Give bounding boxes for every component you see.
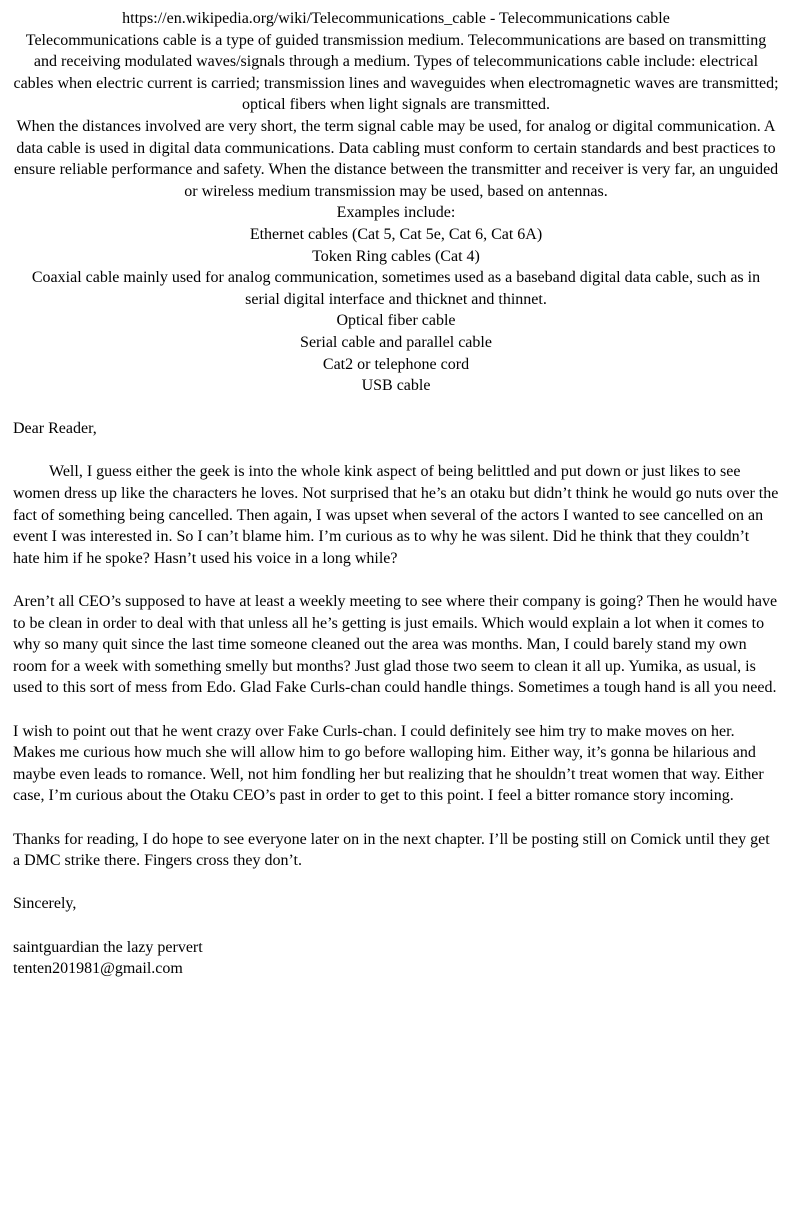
letter-greeting: Dear Reader, [13, 420, 97, 438]
example-item: Coaxial cable mainly used for analog communication, sometimes used as a baseband digital data cable, such as in serial digital interface and thicknet and thinnet. [31, 269, 761, 308]
example-item: Optical fiber cable [336, 312, 456, 330]
letter-paragraph: Well, I guess either the geek is into the whole kink aspect of being belittled and put down or just likes to see women dress up like the characters he loves. Not surprised that he’s an otaku but didn’t think he would go nuts over the fact of something being cancelled. Then again, I was upset when several of the actors I wanted to see cancelled on an event I was interested in. So I can’t blame him. I’m curious as to why he was silent. Did he think that they couldn’t hate him if he spoke? Hasn’t used his voice in a long while? [13, 463, 779, 567]
example-item: Ethernet cables (Cat 5, Cat 5e, Cat 6, Cat 6A) [249, 225, 543, 243]
letter-paragraph: Aren’t all CEO’s supposed to have at least a weekly meeting to see where their company is going? Then he would have to be clean in order to deal with that unless all he’s getting is just emails. Which would explain a lot when it comes to why so many quit since the last time someone cleaned out the area was months. Man, I could barely stand my own room for a week with something smelly but months? Just glad those two seem to clean it all up. Yumika, as usual, is used to this sort of mess from Edo. Glad Fake Curls-chan could handle things. Sometimes a tough hand is all you need. [13, 593, 778, 697]
letter-paragraph: I wish to point out that he went crazy over Fake Curls-chan. I could definitely see him try to make moves on her. Makes me curious how much she will allow him to go before walloping him. Either way, it’s gonna be hilarious and maybe even leads to romance. Well, not him fondling her but realizing that he shouldn’t treat women that way. Either case, I’m curious about the Otaku CEO’s past in order to get to this point. I feel a bitter romance story incoming. [13, 722, 764, 805]
letter-closing: Sincerely, [13, 895, 77, 913]
letter-email: tenten201981@gmail.com [13, 960, 183, 978]
source-header: https://en.wikipedia.org/wiki/Telecommunications_cable - Telecommunications cable [122, 10, 670, 27]
article-paragraph: Telecommunications cable is a type of guided transmission medium. Telecommunications are based on transmitting and receiving modulated waves/signals through a medium. Types of telecommunications cable include: electrical cables when electric current is carried; transmission lines and waveguides when electromagnetic waves are transmitted; optical fibers when light signals are transmitted. [13, 31, 779, 114]
example-item: Cat2 or telephone cord [322, 355, 470, 373]
example-item: Serial cable and parallel cable [300, 333, 492, 351]
letter-paragraph: Thanks for reading, I do hope to see everyone later on in the next chapter. I’ll be posting still on Comick until they get a DMC strike there. Fingers cross they don’t. [13, 830, 770, 870]
article-section [13, 8, 779, 397]
source-url: https://en.wikipedia.org/wiki/Telecommunications_cable [122, 10, 486, 27]
source-title: Telecommunications cable [499, 10, 670, 27]
example-item: Token Ring cables (Cat 4) [312, 247, 480, 265]
article-paragraph: When the distances involved are very short, the term signal cable may be used, for analog or digital communication. A data cable is used in digital data communications. Data cabling must conform to certain standards and best practices to ensure reliable performance and safety. When the distance between the transmitter and receiver is very far, an unguided or wireless medium transmission may be used, based on antennas. [13, 117, 779, 200]
example-item: USB cable [361, 377, 431, 395]
letter-signature: saintguardian the lazy pervert [13, 938, 203, 956]
examples-heading: Examples include: [336, 204, 456, 222]
letter-section [13, 397, 779, 980]
